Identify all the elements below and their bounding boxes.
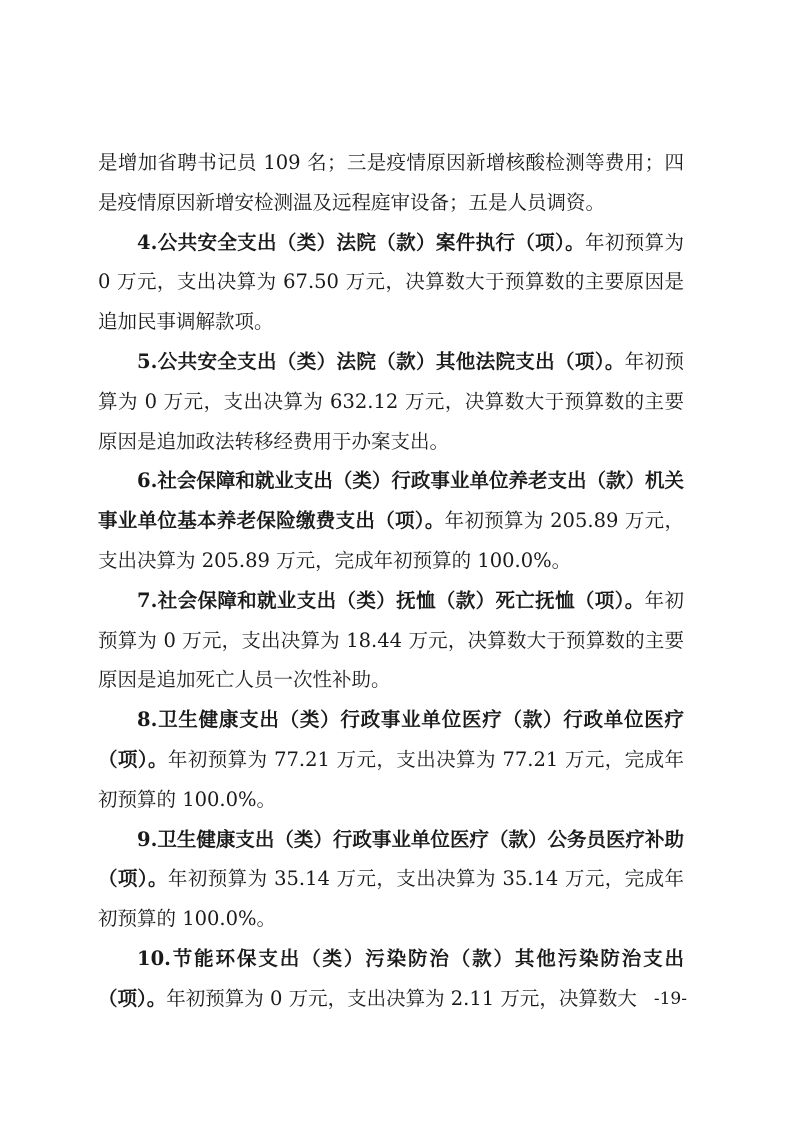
paragraph-heading: 6.社会保障和就业支出（类）行政事业单位养老支出（款）机关事业单位基本养老保险缴费支出（项）。 xyxy=(98,469,684,533)
paragraph-item-7 xyxy=(98,581,684,700)
paragraph-body: 年初预算为 77.21 万元，支出决算为 77.21 万元，完成年初预算的 100.0%。 xyxy=(98,747,684,811)
paragraph-item-10 xyxy=(98,939,684,1019)
paragraph-heading: 4.公共安全支出（类）法院（款）案件执行（项）。 xyxy=(137,230,586,254)
document-page xyxy=(98,143,684,1019)
paragraph-body: 是增加省聘书记员 109 名；三是疫情原因新增核酸检测等费用；四是疫情原因新增安检测温及远程庭审设备；五是人员调资。 xyxy=(98,151,684,214)
paragraph-body: 年初预算为 205.89 万元，支出决算为 205.89 万元，完成年初预算的 100.0%。 xyxy=(98,509,684,572)
paragraph-heading: 9.卫生健康支出（类）行政事业单位医疗（款）公务员医疗补助（项）。 xyxy=(98,827,684,891)
paragraph-item-5 xyxy=(98,342,684,461)
paragraph-heading: 10.节能环保支出（类）污染防治（款）其他污染防治支出（项）。 xyxy=(98,946,684,1010)
paragraph-body: 年初预算为 0 万元，支出决算为 2.11 万元，决算数大 xyxy=(166,986,637,1010)
paragraph-heading: 8.卫生健康支出（类）行政事业单位医疗（款）行政单位医疗（项）。 xyxy=(98,708,684,771)
paragraph-item-9 xyxy=(98,820,684,939)
paragraph-continued xyxy=(98,143,684,223)
paragraph-item-6 xyxy=(98,461,684,580)
paragraph-body: 年初预算为 0 万元，支出决算为 67.50 万元，决算数大于预算数的主要原因是追加民事调解款项。 xyxy=(98,230,684,334)
paragraph-heading: 7.社会保障和就业支出（类）抚恤（款）死亡抚恤（项）。 xyxy=(137,588,645,612)
paragraph-body: 年初预算为 35.14 万元，支出决算为 35.14 万元，完成年初预算的 100.0%。 xyxy=(98,867,684,931)
paragraph-item-8 xyxy=(98,700,684,819)
page-number: -19- xyxy=(653,989,687,1009)
paragraph-body: 年初预算为 0 万元，支出决算为 18.44 万元，决算数大于预算数的主要原因是追加死亡人员一次性补助。 xyxy=(98,588,684,692)
paragraph-item-4 xyxy=(98,223,684,342)
paragraph-heading: 5.公共安全支出（类）法院（款）其他法院支出（项）。 xyxy=(137,349,625,373)
paragraph-body: 年初预算为 0 万元，支出决算为 632.12 万元，决算数大于预算数的主要原因是追加政法转移经费用于办案支出。 xyxy=(98,349,684,453)
